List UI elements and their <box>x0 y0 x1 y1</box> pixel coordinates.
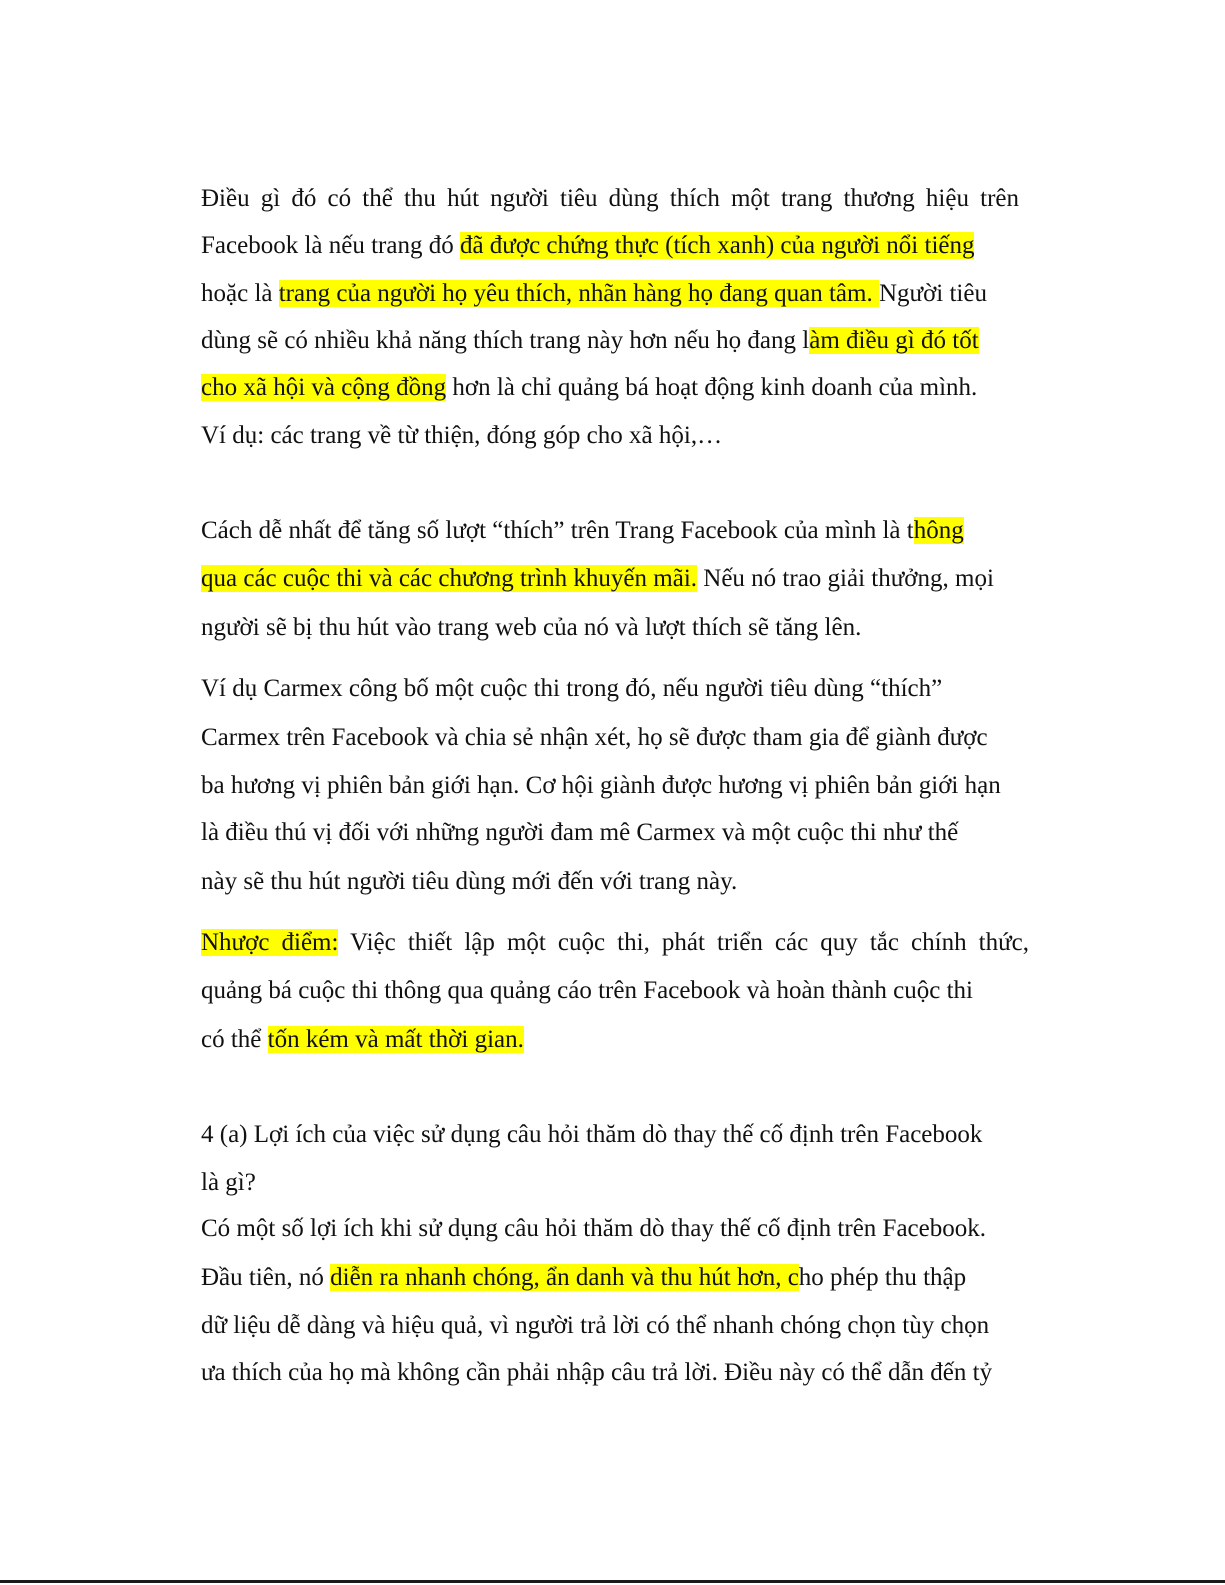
text-run: Đầu tiên, nó <box>201 1264 331 1291</box>
text-line <box>201 326 979 358</box>
text-line <box>201 1214 986 1246</box>
text-run: ưa thích của họ mà không cần phải nhập câu trả lời. Điều này có thể dẫn đến tỷ <box>201 1359 993 1386</box>
text-line <box>201 564 994 596</box>
text-line <box>201 771 1001 803</box>
highlighted-text: tốn kém và mất thời gian. <box>267 1026 524 1053</box>
text-run: là gì? <box>201 1169 256 1196</box>
text-run: là điều thú vị đối với những người đam mê Carmex và một cuộc thi như thế <box>201 819 959 846</box>
text-line <box>201 184 1019 216</box>
text-run: ho phép thu thập <box>798 1264 967 1291</box>
text-run: hoặc là <box>201 280 279 307</box>
text-line <box>201 373 977 405</box>
text-run: Nếu nó trao giải thưởng, mọi <box>697 565 994 592</box>
text-run: hơn là chỉ quảng bá hoạt động kinh doanh của mình. <box>446 374 978 401</box>
highlighted-text: hông <box>913 517 964 544</box>
text-line <box>201 516 964 548</box>
highlighted-text: đã được chứng thực (tích xanh) của người nổi tiếng <box>459 232 975 259</box>
text-run: ba hương vị phiên bản giới hạn. Cơ hội giành được hương vị phiên bản giới hạn <box>201 772 1001 799</box>
text-line <box>201 867 737 899</box>
text-run: dữ liệu dễ dàng và hiệu quả, vì người trả lời có thể nhanh chóng chọn tùy chọn <box>201 1312 990 1339</box>
text-line <box>201 928 1029 960</box>
question-heading <box>201 1120 982 1152</box>
text-run: người sẽ bị thu hút vào trang web của nó và lượt thích sẽ tăng lên. <box>201 614 862 641</box>
text-run: này sẽ thu hút người tiêu dùng mới đến với trang này. <box>201 868 738 895</box>
highlighted-text: qua các cuộc thi và các chương trình khuyến mãi. <box>201 565 698 592</box>
highlighted-text: diễn ra nhanh chóng, ẩn danh và thu hút hơn, c <box>330 1264 799 1291</box>
text-run: Carmex trên Facebook và chia sẻ nhận xét, họ sẽ được tham gia để giành được <box>201 724 988 751</box>
text-line <box>201 818 958 850</box>
question-heading <box>201 1168 256 1200</box>
text-run: Facebook là nếu trang đó <box>201 232 460 259</box>
text-run: có thể <box>201 1026 268 1053</box>
highlighted-text: Nhược điểm: <box>201 929 339 956</box>
text-line <box>201 674 942 706</box>
page-bottom-rule <box>0 1580 1225 1583</box>
text-line <box>201 1263 966 1295</box>
text-run: Việc thiết lập một cuộc thi, phát triển các quy tắc chính thức, <box>338 929 1030 956</box>
text-line <box>201 231 974 263</box>
text-run: Người tiêu <box>878 280 987 307</box>
text-line <box>201 1025 524 1057</box>
text-run: Điều gì đó có thể thu hút người tiêu dùng thích một trang thương hiệu trên <box>201 185 1019 212</box>
text-run: Cách dễ nhất để tăng số lượt “thích” trên Trang Facebook của mình là t <box>201 517 914 544</box>
highlighted-text: trang của người họ yêu thích, nhãn hàng họ đang quan tâm. <box>278 280 879 307</box>
text-line <box>201 613 861 645</box>
text-run: Ví dụ: các trang về từ thiện, đóng góp cho xã hội,… <box>201 422 723 449</box>
text-line <box>201 723 988 755</box>
text-line <box>201 279 987 311</box>
highlighted-text: àm điều gì đó tốt <box>809 327 979 354</box>
text-run: 4 (a) Lợi ích của việc sử dụng câu hỏi thăm dò thay thế cố định trên Facebook <box>201 1121 983 1148</box>
text-line <box>201 421 722 453</box>
text-run: dùng sẽ có nhiều khả năng thích trang này hơn nếu họ đang l <box>201 327 810 354</box>
text-line <box>201 1358 992 1390</box>
text-run: Ví dụ Carmex công bố một cuộc thi trong đó, nếu người tiêu dùng “thích” <box>201 675 943 702</box>
text-run: Có một số lợi ích khi sử dụng câu hỏi thăm dò thay thế cố định trên Facebook. <box>201 1215 986 1242</box>
text-line <box>201 1311 989 1343</box>
text-line <box>201 976 973 1008</box>
text-run: quảng bá cuộc thi thông qua quảng cáo trên Facebook và hoàn thành cuộc thi <box>201 977 973 1004</box>
highlighted-text: cho xã hội và cộng đồng <box>201 374 447 401</box>
